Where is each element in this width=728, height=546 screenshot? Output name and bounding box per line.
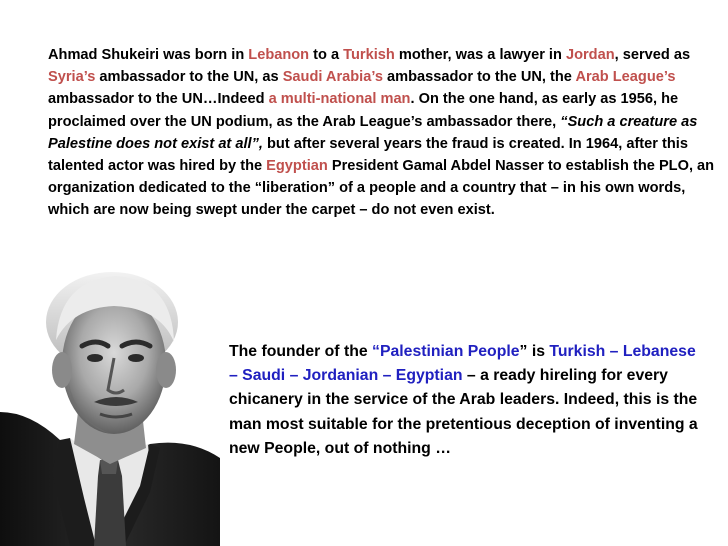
highlight-origins: Turkish – Lebanese – Saudi – Jordanian – Egyptian <box>229 343 696 385</box>
quote-text: “Such a creature as Palestine does not exist at all”, <box>48 113 698 152</box>
highlight-multinational: a multi-national man <box>268 91 411 108</box>
highlight-turkish: Turkish <box>343 47 395 63</box>
text-segment: ” is <box>519 343 550 360</box>
text-segment: ambassador to the UN, as <box>95 69 283 86</box>
text-segment: , served as <box>614 47 691 63</box>
highlight-lebanon: Lebanon <box>248 47 310 63</box>
text-segment: . On the one hand, as early as 1956, he proclaimed over the UN podium, as the Arab League’s ambassador there, <box>48 91 679 130</box>
portrait-photo <box>0 262 220 546</box>
highlight-palestinian-people: “Palestinian People <box>372 343 520 360</box>
highlight-arab-league: Arab League’s <box>575 69 676 86</box>
text-segment: ambassador to the UN, the <box>382 69 576 86</box>
highlight-jordan: Jordan <box>565 47 615 63</box>
text-segment: President Gamal Abdel Nasser to establish the PLO, an organization dedicated to the “liberation” of a people and a country that – in his own words, which are now being swept under the carpet – do not even exist. <box>48 158 715 219</box>
text-segment: to a <box>309 47 344 63</box>
text-segment: mother, was a lawyer in <box>394 47 566 63</box>
text-segment: – a ready hireling for every chicanery in the service of the Arab leaders. Indeed, this is the man most suitable for the pretentious deception of inventing a new People, out of nothing … <box>229 367 698 457</box>
text-segment: Ahmad Shukeiri was born in <box>48 47 249 63</box>
text-segment: but after several years the fraud is created. In 1964, after this talented actor was hired by the <box>48 135 688 175</box>
text-segment: The founder of the <box>229 343 373 360</box>
intro-paragraph <box>48 44 724 222</box>
text-segment: ambassador to the UN…Indeed <box>48 91 269 108</box>
highlight-egyptian: Egyptian <box>266 158 328 175</box>
founder-paragraph <box>229 340 699 461</box>
highlight-saudi: Saudi Arabia’s <box>282 69 383 86</box>
highlight-syria: Syria’s <box>48 69 96 86</box>
